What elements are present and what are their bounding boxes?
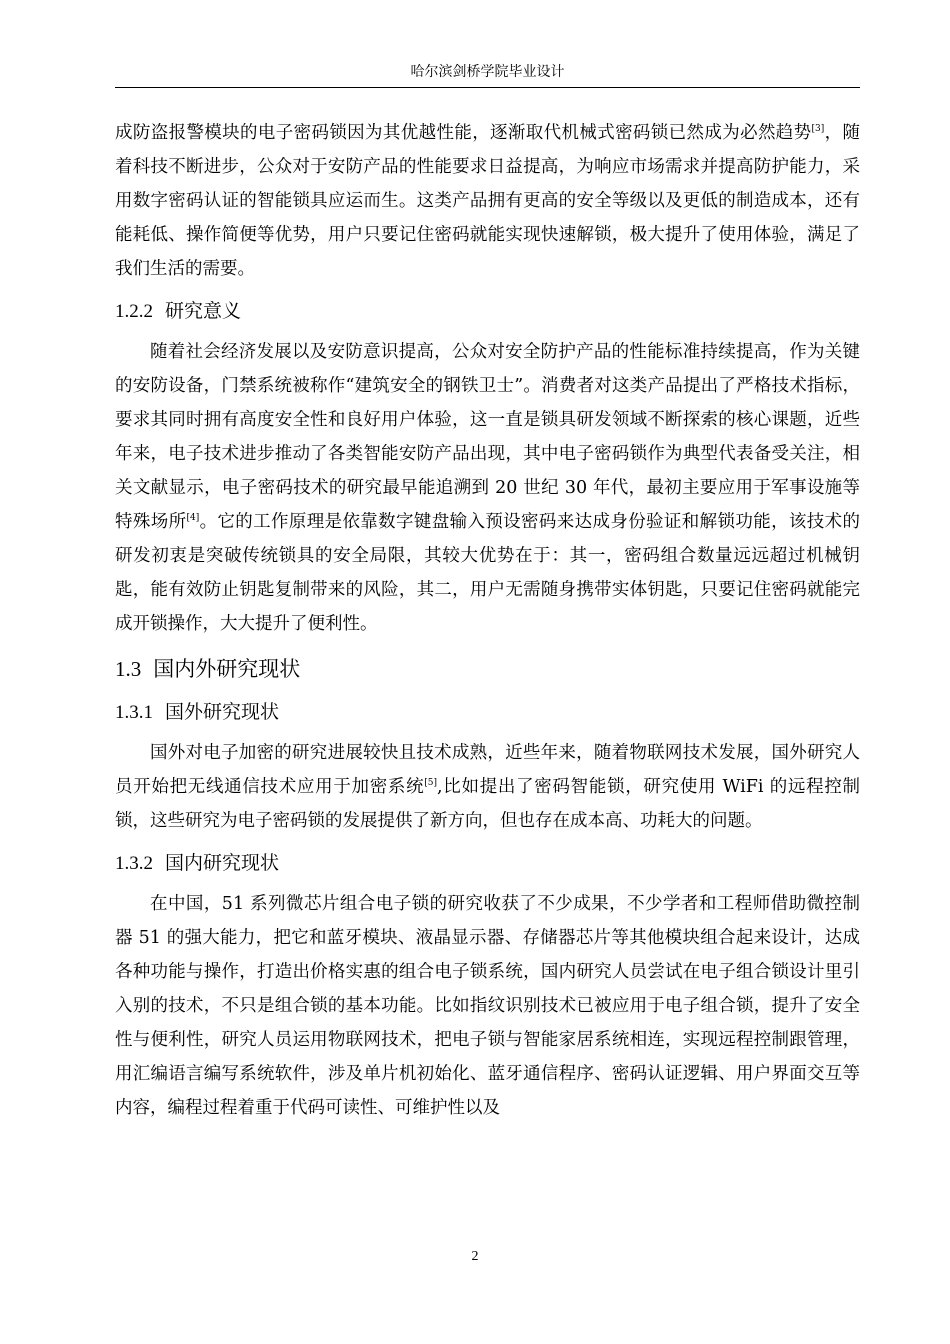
page-number: 2 — [471, 1249, 479, 1264]
header-rule — [115, 87, 860, 88]
paragraph-foreign-research — [115, 736, 860, 838]
paragraph-text: 随着社会经济发展以及安防意识提高，公众对安全防护产品的性能标准持续提高，作为关键的安防设备，门禁系统被称作“建筑安全的钢铁卫士”。消费者对这类产品提出了严格技术指标，要求其同时拥有高度安全性和良好用户体验，这一直是锁具研发领域不断探索的核心课题，近些年来，电子技术进步推动了各类智能安防产品出现，其中电子密码锁作为典型代表备受关注，相关文献显示，电子密码技术的研究最早能追溯到 20 世纪 30 年代，最初主要应用于军事设施等特殊场所 — [115, 342, 860, 532]
section-title: 研究意义 — [165, 300, 242, 322]
section-number: 1.2.2 — [115, 301, 153, 322]
paragraph-intro-continued — [115, 116, 860, 286]
section-number: 1.3.1 — [115, 702, 153, 723]
paragraph-domestic-research — [115, 887, 860, 1125]
paragraph-text: ，随着科技不断进步，公众对于安防产品的性能要求日益提高，为响应市场需求并提高防护能力，采用数字密码认证的智能锁具应运而生。这类产品拥有更高的安全等级以及更低的制造成本，还有能耗低、操作简便等优势，用户只要记住密码就能实现快速解锁，极大提升了使用体验，满足了我们生活的需要。 — [115, 123, 861, 279]
section-title: 国内研究现状 — [165, 852, 280, 874]
paragraph-text: ,比如提出了密码智能锁，研究使用 WiFi 的远程控制锁，这些研究为电子密码锁的发展提供了新方向，但也存在成本高、功耗大的问题。 — [115, 777, 861, 831]
paragraph-text: 。它的工作原理是依靠数字键盘输入预设密码来达成身份验证和解锁功能，该技术的研发初衷是突破传统锁具的安全局限，其较大优势在于：其一，密码组合数量远远超过机械钥匙，能有效防止钥匙复制带来的风险，其二，用户无需随身携带实体钥匙，只要记住密码就能完成开锁操作，大大提升了便利性。 — [115, 512, 861, 634]
paragraph-text: 成防盗报警模块的电子密码锁因为其优越性能，逐渐取代机械式密码锁已然成为必然趋势 — [115, 123, 812, 143]
citation-ref: [4] — [186, 513, 200, 524]
section-title: 国外研究现状 — [165, 701, 280, 723]
section-title: 国内外研究现状 — [153, 657, 301, 681]
paragraph-text: 国外对电子加密的研究进展较快且技术成熟，近些年来，随着物联网技术发展，国外研究人员开始把无线通信技术应用于加密系统 — [115, 743, 860, 797]
section-number: 1.3.2 — [115, 853, 153, 874]
citation-ref: [5] — [424, 778, 438, 789]
page-header: 哈尔滨剑桥学院毕业设计 — [410, 64, 565, 80]
page-body — [115, 116, 860, 1125]
section-heading-1-3-1 — [115, 695, 860, 730]
section-heading-1-2-2 — [115, 294, 860, 329]
section-heading-1-3 — [115, 651, 860, 687]
citation-ref: [3] — [811, 124, 825, 135]
section-heading-1-3-2 — [115, 846, 860, 881]
paragraph-research-significance — [115, 335, 860, 641]
paragraph-text: 在中国，51 系列微芯片组合电子锁的研究收获了不少成果，不少学者和工程师借助微控制器 51 的强大能力，把它和蓝牙模块、液晶显示器、存储器芯片等其他模块组合起来设计，达成各种功能与操作，打造出价格实惠的组合电子锁系统，国内研究人员尝试在电子组合锁设计里引入别的技术，不只是组合锁的基本功能。比如指纹识别技术已被应用于电子组合锁，提升了安全性与便利性，研究人员运用物联网技术，把电子锁与智能家居系统相连，实现远程控制跟管理，用汇编语言编写系统软件，涉及单片机初始化、蓝牙通信程序、密码认证逻辑、用户界面交互等内容，编程过程着重于代码可读性、可维护性以及 — [115, 894, 860, 1118]
section-number: 1.3 — [115, 657, 142, 681]
